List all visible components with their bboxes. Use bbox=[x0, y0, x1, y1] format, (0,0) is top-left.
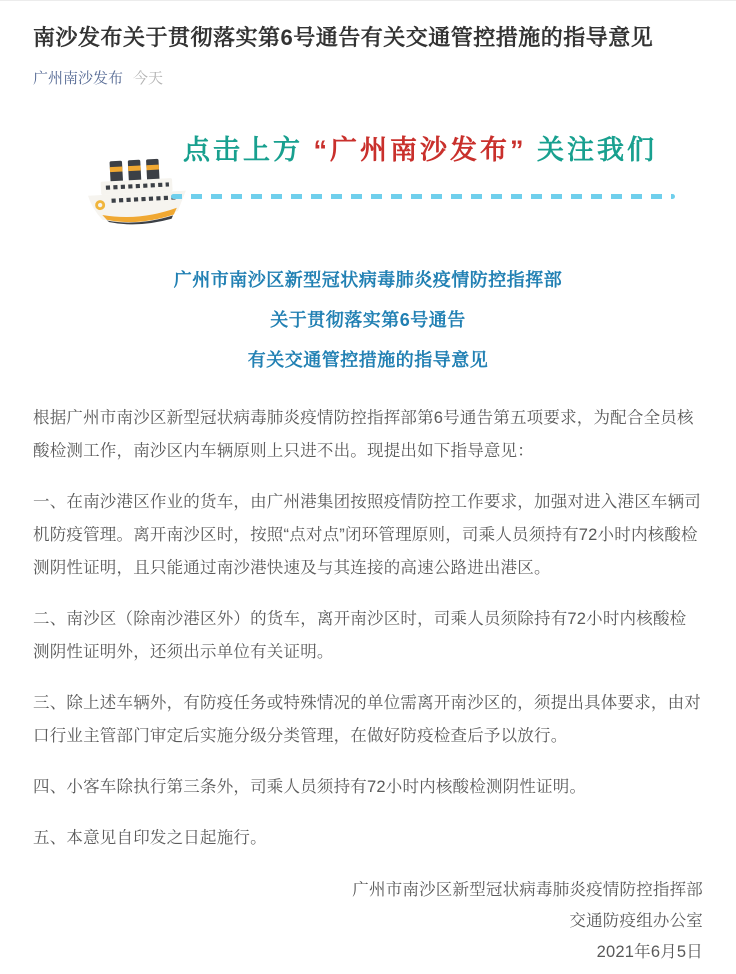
publish-date: 今天 bbox=[133, 69, 164, 87]
byline bbox=[33, 67, 703, 88]
banner-image[interactable] bbox=[33, 118, 703, 242]
document-body bbox=[33, 402, 703, 855]
signature-date: 2021年6月5日 bbox=[596, 942, 703, 961]
paragraph-item-4: 四、小客车除执行第三条外，司乘人员须持有72小时内核酸检测阴性证明。 bbox=[33, 777, 587, 796]
account-name-link[interactable]: 广州南沙发布 bbox=[33, 69, 124, 87]
document-heading-line-1: 广州市南沙区新型冠状病毒肺炎疫情防控指挥部 bbox=[173, 269, 563, 290]
paragraph-item-3: 三、除上述车辆外，有防疫任务或特殊情况的单位需离开南沙区的，须提出具体要求，由对口行业主管部门审定后实施分级分类管理，在做好防疫检查后予以放行。 bbox=[33, 693, 701, 745]
banner-slogan-highlight: “广州南沙发布” bbox=[313, 134, 527, 165]
document-heading-block bbox=[33, 260, 703, 380]
article-title: 南沙发布关于贯彻落实第6号通告有关交通管控措施的指导意见 bbox=[33, 25, 654, 50]
paragraph-item-2: 二、南沙区（除南沙港区外）的货车，离开南沙区时，司乘人员须除持有72小时内核酸检测阴性证明外，还须出示单位有关证明。 bbox=[33, 609, 687, 661]
paragraph-item-1: 一、在南沙港区作业的货车，由广州港集团按照疫情防控工作要求，加强对进入港区车辆司机防疫管理。离开南沙区时，按照“点对点”闭环管理原则，司乘人员须持有72小时内核酸检测阴性证明，且只能通过南沙港快速及与其连接的高速公路进出港区。 bbox=[33, 492, 701, 577]
paragraph-item-5: 五、本意见自印发之日起施行。 bbox=[33, 828, 267, 847]
banner-slogan-suffix: 关注我们 bbox=[537, 134, 658, 165]
signature-organization: 广州市南沙区新型冠状病毒肺炎疫情防控指挥部 bbox=[352, 880, 703, 899]
paragraph-intro: 根据广州市南沙区新型冠状病毒肺炎疫情防控指挥部第6号通告第五项要求，为配合全员核酸检测工作，南沙区内车辆原则上只进不出。现提出如下指导意见： bbox=[33, 408, 694, 460]
signature-block bbox=[33, 875, 703, 968]
signature-office: 交通防疫组办公室 bbox=[569, 911, 703, 930]
document-heading-line-3: 有关交通管控措施的指导意见 bbox=[247, 349, 489, 370]
document-heading-line-2: 关于贯彻落实第6号通告 bbox=[270, 309, 466, 330]
dashed-divider bbox=[171, 194, 675, 199]
banner-slogan-prefix: 点击上方 bbox=[182, 134, 303, 165]
